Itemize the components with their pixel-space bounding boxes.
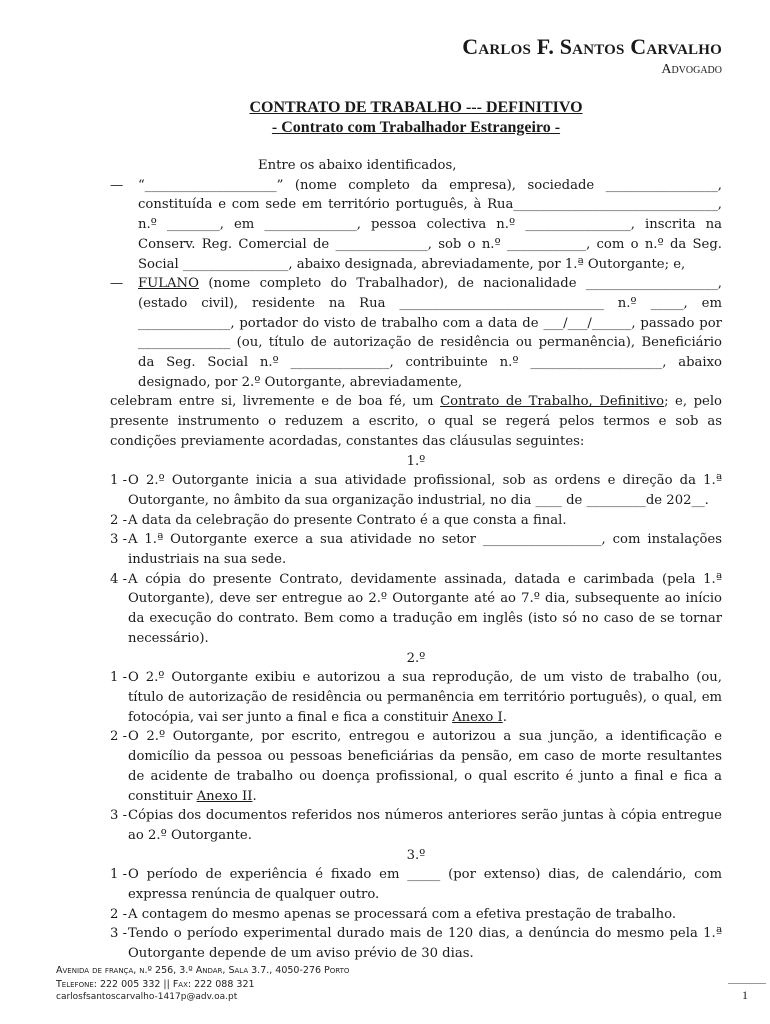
clause-text: O 2.º Outorgante, por escrito, entregou e autorizou a sua junção, a identificação e domicílio da pessoa ou pessoas beneficiárias da pensão, em caso de morte resultantes de acidente de trabalho ou doença profissional, o qual escrito é junto a final e fica a constituir [128, 729, 722, 804]
clause-text: O 2.º Outorgante exibiu e autorizou a sua reprodução, de um visto de trabalho (ou, título de autorização de residência ou permanência em território português), o qual, em fotocópia, vai ser junto a final e fica a constituir [128, 670, 722, 725]
clause-text-end: . [252, 788, 257, 804]
clause-number: 4 - [110, 571, 128, 587]
clause-text: A cópia do presente Contrato, devidamente assinada, datada e carimbada (pela 1.ª Outorgante), deve ser entregue ao 2.º Outorgante até ao 7.º dia, subsequente ao início da execução do contrato. Bem como a tradução em inglês (isto só no caso de se tornar necessário). [128, 571, 722, 646]
clause-text: A data da celebração do presente Contrato é a que consta a final. [128, 512, 567, 528]
clause-number: 1 - [110, 867, 128, 883]
clause-item [110, 471, 722, 510]
contract-type-reference: Contrato de Trabalho, Definitivo [440, 394, 665, 410]
clause-text: A contagem do mesmo apenas se processará com a efetiva prestação de trabalho. [128, 906, 677, 922]
party-name: FULANO [138, 276, 199, 292]
celebram-text: celebram entre si, livremente e de boa fé, um [110, 394, 441, 410]
party-second-outorgante [110, 274, 722, 392]
clause-number: 1 - [110, 670, 128, 686]
lawyer-title: Advogado [661, 62, 722, 77]
party-first-outorgante [110, 176, 722, 275]
clause-item [110, 570, 722, 649]
clause-item [110, 511, 722, 531]
clause-section-number: 2.º [406, 650, 426, 666]
party-dash: — [110, 177, 124, 193]
clause-item [110, 905, 722, 925]
footer-divider [728, 983, 766, 984]
contract-body [110, 156, 722, 964]
party-dash: — [110, 276, 124, 292]
celebram-paragraph [110, 392, 722, 451]
clause-text: A 1.ª Outorgante exerce a sua atividade no setor __________________, com instalações industriais na sua sede. [128, 532, 722, 568]
clause-text: Tendo o período experimental durado mais de 120 dias, a denúncia do mesmo pela 1.ª Outorgante depende de um aviso prévio de 30 dias. [128, 926, 722, 962]
clause-number: 3 - [110, 532, 128, 548]
clauses-container [110, 452, 722, 964]
letterhead [462, 34, 722, 78]
celebram-text-end: ; e, pelo presente instrumento o reduzem a escrito, o qual se regerá pelos termos e sob as condições previamente acordadas, constantes das cláusulas seguintes: [110, 394, 722, 449]
footer [56, 964, 349, 1005]
clause-number: 3 - [110, 808, 128, 824]
lawyer-name: Carlos F. Santos Carvalho [462, 34, 722, 59]
document-title: CONTRATO DE TRABALHO --- DEFINITIVO [249, 99, 583, 116]
document-subtitle: - Contrato com Trabalhador Estrangeiro - [271, 119, 561, 136]
clause-item [110, 806, 722, 845]
clause-number: 2 - [110, 906, 128, 922]
clause-item [110, 865, 722, 904]
clause-item [110, 668, 722, 727]
page-number: 1 [742, 988, 748, 1002]
clause-item [110, 924, 722, 963]
clause-text-end: . [502, 709, 507, 725]
footer-email: carlosfsantoscarvalho-1417p@adv.oa.pt [56, 992, 238, 1002]
footer-address: Avenida de frança, n.º 256, 3.º Andar, Sala 3.7., 4050-276 Porto [56, 965, 350, 976]
clause-text: Cópias dos documentos referidos nos números anteriores serão juntas à cópia entregue ao 2.º Outorgante. [128, 808, 722, 843]
clause-section-number: 1.º [406, 453, 426, 469]
annex-reference: Anexo I [452, 709, 503, 725]
clause-section-number: 3.º [406, 847, 426, 863]
annex-reference: Anexo II [196, 788, 253, 804]
clause-number: 2 - [110, 729, 128, 745]
clause-item [110, 727, 722, 806]
party-text: (nome completo do Trabalhador), de nacionalidade ____________________, (estado civil), residente na Rua _______________________________ n.º _____, em ______________, portador do visto de trabalho com a data de ___/___/______, passado por ______________ (ou, título de autorização de residência ou permanência), Beneficiário da Seg. Social n.º _______________, contribuinte n.º ____________________, abaixo designado, por 2.º Outorgante, abreviadamente, [138, 276, 722, 390]
clause-text: O 2.º Outorgante inicia a sua atividade profissional, sob as ordens e direção da 1.ª Outorgante, no âmbito da sua organização industrial, no dia ____ de _________de 202__. [128, 473, 722, 508]
clause-number: 1 - [110, 473, 128, 489]
footer-phones: Telefone: 222 005 332 || Fax: 222 088 321 [56, 978, 255, 990]
party-text: “____________________” (nome completo da empresa), sociedade _________________, constituída e com sede em território português, à Rua_______________________________, n.º ________, em ______________, pessoa colectiva n.º ________________, inscrita na Conserv. Reg. Comercial de ______________, sob o n.º ____________, com o n.º da Seg. Social ________________, abaixo designada, abreviadamente, por 1.ª Outorgante; e, [138, 177, 722, 272]
clause-number: 3 - [110, 926, 128, 942]
document-titles [0, 98, 770, 138]
clause-item [110, 530, 722, 569]
clause-text: O período de experiência é fixado em _____ (por extenso) dias, de calendário, com expressa renúncia de qualquer outro. [128, 867, 722, 903]
intro-line: Entre os abaixo identificados, [258, 158, 457, 173]
clause-number: 2 - [110, 512, 128, 528]
